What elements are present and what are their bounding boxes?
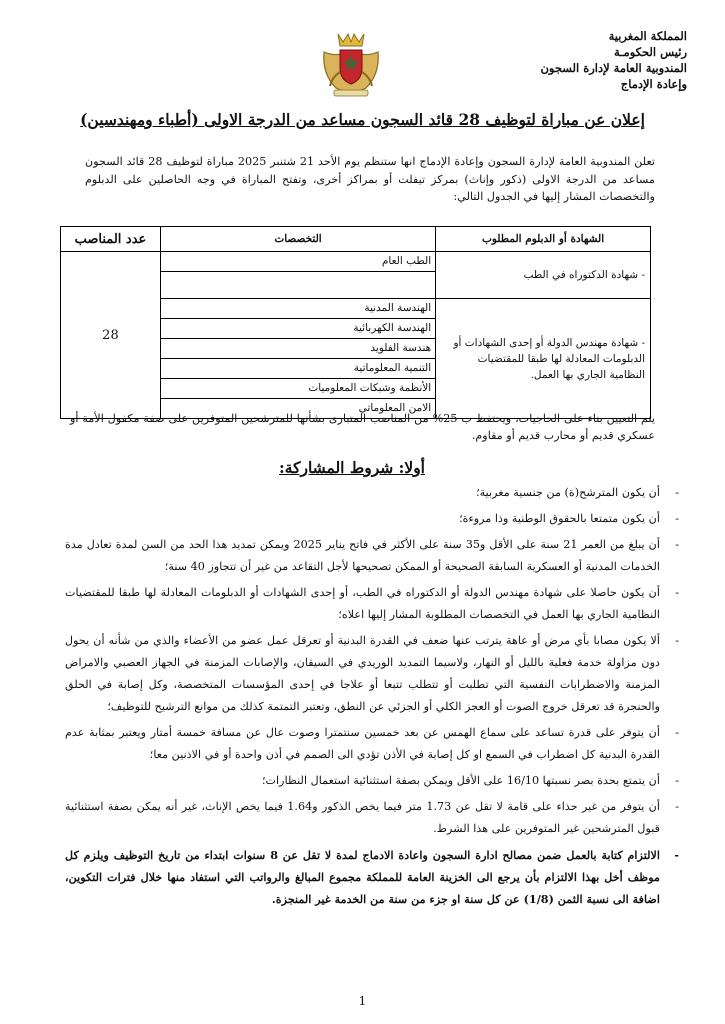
diploma-cell: - شهادة مهندس الدولة أو إحدى الشهادات أو الدبلومات المعادلة لها طبقا للمقتضيات النظامية الجاري بها العمل. — [436, 299, 651, 419]
specialty-item: الأنظمة وشبكات المعلوميات — [161, 379, 435, 399]
list-item: - أن يكون المترشح(ة) من جنسية مغربية؛ — [65, 482, 685, 504]
list-item: - أن يتوفر من غير حذاء على قامة لا تقل عن 1.73 متر فيما يخص الذكور و1.64 فيما يخص الإناث، غير أنه يمكن بصفة استثنائية قبول المترشحين غير المتوفرين على هذا الشرط. — [65, 796, 685, 840]
list-item: - أن يكون حاصلا على شهادة مهندس الدولة أو الدكتوراه في الطب، أو إحدى الشهادات أو الدبلومات المعادلة لها طبقا للمقتضيات النظامية الجاري بها العمل في التخصصات المطلوبة المشار إليها اعلاه؛ — [65, 582, 685, 626]
specialties-cell — [160, 299, 435, 419]
list-item: - ألا يكون مصابا بأي مرض أو عاهة يترتب عنها ضعف في القدرة البدنية أو تعرقل عمل عضو من الأعضاء والذي من شأنه أن يحول دون مزاولة خدمة فعلية بالليل أو النهار، ولاسيما التمديد الوريدي في السيقان، والإصابات المزمنة في الجهاز العصبي والامراض المزمنة والاضطرابات النفسية التي تطلبت أو تتطلب تتبعا أو علاجا في إحدى المؤسسات المتخصصة، وكل إصابة في الحلق والحنجرة قد تعرقل خروج الصوت أو العجز الكلي أو الجزئي عن النطق، وتعتبر التمتمة كذلك من موانع الترشيح للتوظيف؛ — [65, 630, 685, 718]
conditions-list — [65, 482, 685, 914]
header-diploma: الشهادة أو الدبلوم المطلوب — [436, 227, 651, 252]
page-title: إعلان عن مباراة لتوظيف 28 قائد السجون مساعد من الدرجة الاولى (أطباء ومهندسين) — [80, 110, 645, 129]
intro-paragraph: تعلن المندوبية العامة لإدارة السجون وإعادة الإدماج انها ستنظم يوم الأحد 21 شتنبر 2025 مباراة لتوظيف 28 قائد السجون مساعد من الدرجة الاولى (ذكور وإناث) بمركز تيفلت أو بمراكز أخرى، وتفتح المباراة في وجه الحاصلين على الدبلوم والتخصصات المشار إليها في الجدول التالي: — [85, 155, 655, 203]
specialty-item: الامن المعلوماتي — [358, 402, 432, 414]
list-item: - أن يتمتع بحدة بصر نسبتها 16/10 على الأقل ويمكن بصفة استثنائية استعمال النظارات؛ — [65, 770, 685, 792]
specialty-item: الهندسة الكهربائية — [161, 319, 435, 339]
coat-of-arms-icon — [316, 30, 386, 100]
positions-table — [60, 226, 651, 419]
page-number: 1 — [358, 994, 367, 1008]
specialty-item: الطب العام — [161, 252, 435, 272]
section-title: أولا: شروط المشاركة: — [279, 458, 425, 477]
diploma-cell: - شهادة الدكتوراه في الطب — [436, 252, 651, 299]
header-specialties: التخصصات — [160, 227, 435, 252]
table-row — [61, 252, 651, 299]
specialty-item: هندسة الفلويد — [161, 339, 435, 359]
issuer-header — [487, 28, 687, 92]
header-line-3: المندوبية العامة لإدارة السجون — [540, 61, 687, 75]
quota-note: يتم التعيين بناء على الحاجيات، ويحتفظ ب 25% من المناصب المتبارى بشأنها للمترشحين المتوفرين على صفة مكفول الأمة أو عسكري قديم أو محارب قديم أو مقاوم. — [70, 412, 655, 442]
list-item: - أن يبلغ من العمر 21 سنة على الأقل و35 سنة على الأكثر في فاتح يناير 2025 ويمكن تمديد هذا الحد من السن لمدة تعادل مدة الخدمات المدنية أو العسكرية السابقة الصحيحة أو الممكن تصحيحها لأجل التقاعد من غير أن تتجاوز 40 سنة؛ — [65, 534, 685, 578]
header-line-2: رئيس الحكومـة — [614, 45, 687, 59]
positions-count: 28 — [61, 252, 161, 419]
header-count: عدد المناصب — [61, 227, 161, 252]
list-item: - أن يتوفر على قدرة تساعد على سماع الهمس عن بعد خمسين سنتمترا وصوت عال عن مسافة خمسة أمتار ويعتبر بمثابة عدم القدرة البدنية كل اضطراب في السمع او كل إصابة في الأذن تؤدي الى الصمم في أذن واحدة أو في الاذنين معا؛ — [65, 722, 685, 766]
table-header-row — [61, 227, 651, 252]
header-line-1: المملكة المغربية — [608, 29, 687, 43]
header-line-4: وإعادة الإدماج — [620, 77, 687, 91]
list-item: - الالتزام كتابة بالعمل ضمن مصالح ادارة السجون واعادة الادماج لمدة لا تقل عن 8 سنوات ابتداء من تاريخ التوظيف ويلزم كل موظف أخل بهذا الالتزام بأن يرجع الى الخزينة العامة للمملكة مجموع المبالغ والرواتب التي استفاد منها خلال فترات التكوين، اضافة الى نسبة الثمن (1/8) عن كل سنة او جزء من سنة من الخدمة غير المنجزة. — [65, 844, 685, 910]
list-item: - أن يكون متمتعا بالحقوق الوطنية وذا مروءة؛ — [65, 508, 685, 530]
specialty-item: التنمية المعلوماتية — [161, 359, 435, 379]
specialty-item: الهندسة المدنية — [161, 299, 435, 319]
specialties-cell — [160, 252, 435, 299]
